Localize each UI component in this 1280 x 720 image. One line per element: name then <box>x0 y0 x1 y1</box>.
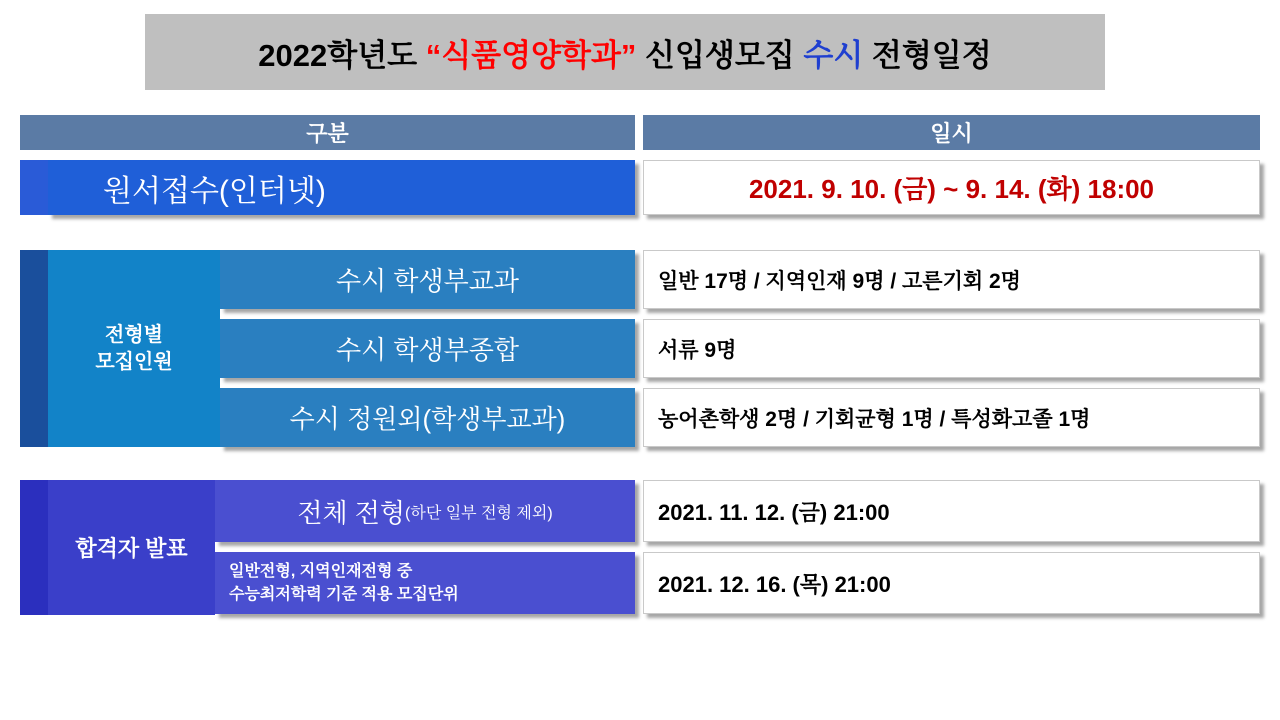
announcement-type-0-note: (하단 일부 전형 제외) <box>405 504 553 522</box>
application-row-value: 2021. 9. 10. (금) ~ 9. 14. (화) 18:00 <box>643 160 1260 215</box>
quota-label-line2: 모집인원 <box>95 350 173 373</box>
announcement-type-1-line2: 수능최저학력 기준 적용 모집단위 <box>229 586 459 603</box>
quota-value-0: 일반 17명 / 지역인재 9명 / 고른기회 2명 <box>643 250 1260 309</box>
quota-type-1: 수시 학생부종합 <box>220 319 635 378</box>
announcement-type-1 <box>215 552 635 614</box>
announcement-label: 합격자 발표 <box>48 480 215 615</box>
quota-accent-strip <box>20 250 48 447</box>
announcement-value-0: 2021. 11. 12. (금) 21:00 <box>643 480 1260 542</box>
title-highlight: 수시 <box>803 37 864 73</box>
table-header-category: 구분 <box>20 115 635 150</box>
quota-value-2: 농어촌학생 2명 / 기회균형 1명 / 특성화고졸 1명 <box>643 388 1260 447</box>
title-prefix: 2022학년도 <box>258 37 426 73</box>
table-header-date: 일시 <box>643 115 1260 150</box>
announcement-type-0 <box>215 480 635 542</box>
title-department: “식품영양학과” <box>425 37 637 73</box>
quota-value-1: 서류 9명 <box>643 319 1260 378</box>
title-middle: 신입생모집 <box>636 37 804 73</box>
announcement-type-0-main: 전체 전형 <box>297 497 406 528</box>
page-title-bar <box>145 14 1105 90</box>
quota-type-2: 수시 정원외(학생부교과) <box>220 388 635 447</box>
quota-label-line1: 전형별 <box>105 323 163 346</box>
page-title <box>258 30 991 75</box>
application-row-label: 원서접수(인터넷) <box>48 160 635 215</box>
announcement-accent-strip <box>20 480 48 615</box>
application-row-accent-strip <box>20 160 48 215</box>
announcement-type-1-line1: 일반전형, 지역인재전형 중 <box>229 562 413 580</box>
announcement-value-1: 2021. 12. 16. (목) 21:00 <box>643 552 1260 614</box>
quota-type-0: 수시 학생부교과 <box>220 250 635 309</box>
title-suffix: 전형일정 <box>863 37 992 73</box>
quota-label <box>48 250 220 447</box>
